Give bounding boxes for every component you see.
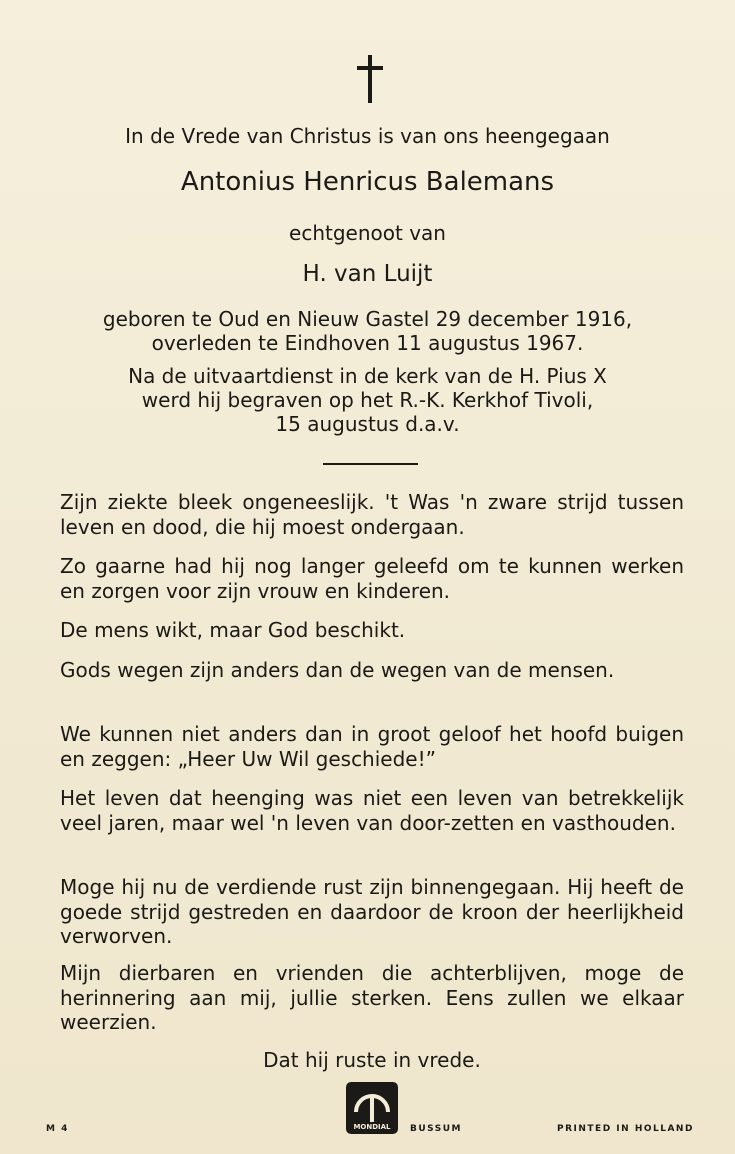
divider <box>323 463 418 465</box>
publisher-town: BUSSUM <box>410 1124 462 1134</box>
paragraph: Moge hij nu de verdiende rust zijn binnengegaan. Hij heeft de goede strijd gestreden en daardoor de kroon der heerlijkheid verworven. <box>60 875 684 948</box>
life-dates <box>40 307 695 355</box>
paragraph: Het leven dat heenging was niet een leven van betrekkelijk veel jaren, maar wel 'n leven van door-zetten en vasthouden. <box>60 786 684 835</box>
cross-icon <box>355 55 385 103</box>
intro-line: In de Vrede van Christus is van ons heengegaan <box>125 124 610 148</box>
paragraph: De mens wikt, maar God beschikt. <box>60 618 406 642</box>
funeral-line: 15 augustus d.a.v. <box>275 412 460 436</box>
funeral-info <box>40 364 695 436</box>
relation-line: echtgenoot van <box>289 221 446 245</box>
death-line: overleden te Eindhoven 11 augustus 1967. <box>151 331 584 355</box>
paragraph: Zijn ziekte bleek ongeneeslijk. 't Was 'n zware strijd tussen leven en dood, die hij moest ondergaan. <box>60 490 684 539</box>
funeral-line: werd hij begraven op het R.-K. Kerkhof Tivoli, <box>141 388 594 412</box>
funeral-line: Na de uitvaartdienst in de kerk van de H. Pius X <box>128 364 607 388</box>
paragraph: Gods wegen zijn anders dan de wegen van de mensen. <box>60 658 615 682</box>
paragraph: We kunnen niet anders dan in groot geloof het hoofd buigen en zeggen: „Heer Uw Wil geschiede!” <box>60 722 684 771</box>
birth-line: geboren te Oud en Nieuw Gastel 29 december 1916, <box>102 307 633 331</box>
printed-in: PRINTED IN HOLLAND <box>557 1124 694 1134</box>
print-code: M 4 <box>46 1124 69 1134</box>
deceased-name: Antonius Henricus Balemans <box>180 167 555 197</box>
paragraph: Zo gaarne had hij nog langer geleefd om te kunnen werken en zorgen voor zijn vrouw en kinderen. <box>60 554 684 603</box>
logo-text: MONDIAL <box>353 1123 391 1131</box>
mondial-logo-icon <box>346 1082 398 1134</box>
paragraph: Mijn dierbaren en vrienden die achterblijven, moge de herinnering aan mij, jullie sterken. Eens zullen we elkaar weerzien. <box>60 961 684 1034</box>
spouse-name: H. van Luijt <box>302 261 433 287</box>
closing-line: Dat hij ruste in vrede. <box>263 1048 481 1072</box>
